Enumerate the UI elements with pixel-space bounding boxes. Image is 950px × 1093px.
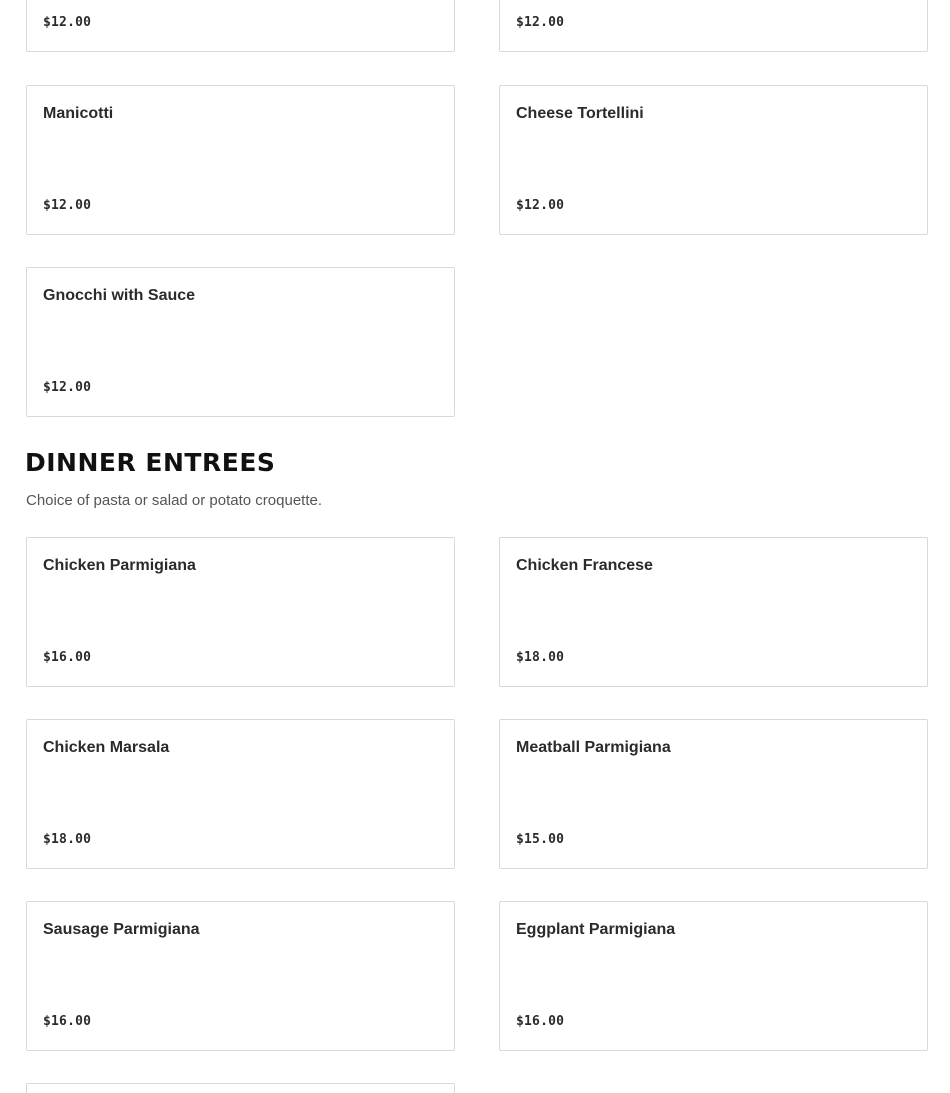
menu-item-price: $12.00 (43, 15, 92, 30)
menu-item-card[interactable] (26, 901, 455, 1051)
menu-item-card[interactable] (26, 85, 455, 235)
menu-item-card[interactable] (499, 85, 928, 235)
menu-item-price: $12.00 (516, 15, 565, 30)
menu-item-price: $12.00 (516, 198, 565, 213)
menu-item-card[interactable] (26, 0, 455, 52)
menu-item-price: $18.00 (43, 832, 92, 847)
menu-item-price: $16.00 (43, 1014, 92, 1029)
menu-item-card[interactable] (26, 537, 455, 687)
menu-item-name: Manicotti (43, 105, 114, 122)
menu-item-price: $12.00 (43, 198, 92, 213)
menu-item-price: $16.00 (516, 1014, 565, 1029)
menu-item-name: Meatball Parmigiana (516, 739, 671, 756)
menu-item-price: $16.00 (43, 650, 92, 665)
menu-item-name: Chicken Francese (516, 557, 653, 574)
menu-item-card[interactable] (26, 1083, 455, 1093)
menu-item-card[interactable] (26, 267, 455, 417)
menu-item-name: Cheese Tortellini (516, 105, 644, 122)
menu-item-card[interactable] (499, 537, 928, 687)
menu-item-name: Sausage Parmigiana (43, 921, 200, 938)
menu-item-name: Chicken Parmigiana (43, 557, 196, 574)
section-description: Choice of pasta or salad or potato croquette. (26, 492, 323, 509)
menu-item-name: Chicken Marsala (43, 739, 170, 756)
menu-item-price: $15.00 (516, 832, 565, 847)
menu-item-card[interactable] (26, 719, 455, 869)
section-title: DINNER ENTREES (25, 448, 276, 477)
menu-item-card[interactable] (499, 0, 928, 52)
menu-item-name: Gnocchi with Sauce (43, 287, 196, 304)
menu-item-card[interactable] (499, 901, 928, 1051)
menu-item-card[interactable] (499, 719, 928, 869)
menu-item-price: $12.00 (43, 380, 92, 395)
menu-item-name: Eggplant Parmigiana (516, 921, 676, 938)
menu-item-price: $18.00 (516, 650, 565, 665)
